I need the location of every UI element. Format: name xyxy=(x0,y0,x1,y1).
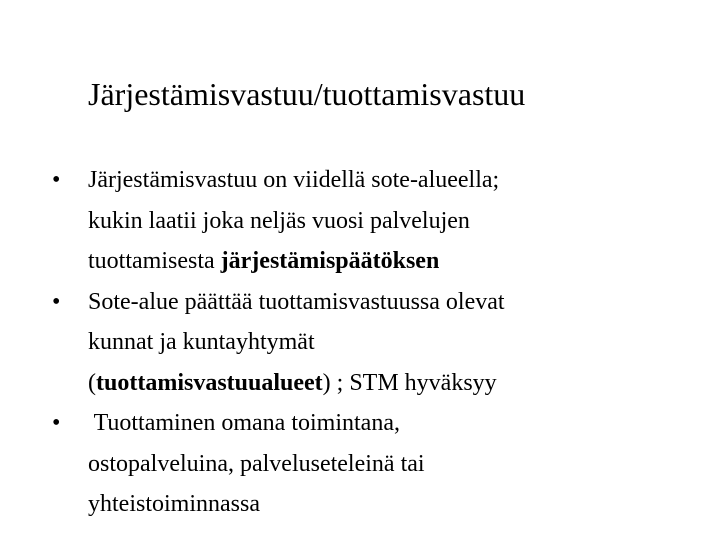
bullet-1-line-3 xyxy=(88,241,692,282)
bullet-1-line-1: Järjestämisvastuu on viidellä sote-alueella; xyxy=(88,167,500,193)
bullet-item-2 xyxy=(52,282,692,404)
bullet-item-1 xyxy=(52,160,692,282)
bullet-2-line-3 xyxy=(88,363,692,404)
bullet-3-line-3: yhteistoiminnassa xyxy=(88,491,260,517)
bullet-1-bold-term: järjestämispäätöksen xyxy=(220,248,440,274)
bullet-3-line-1: Tuottaminen omana toimintana, xyxy=(88,410,400,436)
bullet-marker: • xyxy=(52,288,61,315)
bullet-list xyxy=(52,160,692,525)
bullet-marker: • xyxy=(52,167,61,193)
bullet-1-line-2: kukin laatii joka neljäs vuosi palvelujen xyxy=(88,207,470,234)
bullet-marker: • xyxy=(52,410,61,436)
bullet-2-line-3-suffix: ) ; STM hyväksyy xyxy=(322,369,497,396)
slide-title: Järjestämisvastuu/tuottamisvastuu xyxy=(88,76,526,112)
bullet-2-line-2: kunnat ja kuntayhtymät xyxy=(88,329,315,355)
bullet-2-line-1: Sote-alue päättää tuottamisvastuussa olevat xyxy=(88,288,505,315)
bullet-1-line-3-text: tuottamisesta xyxy=(88,248,221,274)
bullet-2-bold-term: tuottamisvastuualueet xyxy=(96,369,323,396)
bullet-2-line-3-prefix: ( xyxy=(88,369,96,396)
bullet-item-3 xyxy=(52,403,692,525)
bullet-3-line-2: ostopalveluina, palveluseteleinä tai xyxy=(88,450,425,477)
